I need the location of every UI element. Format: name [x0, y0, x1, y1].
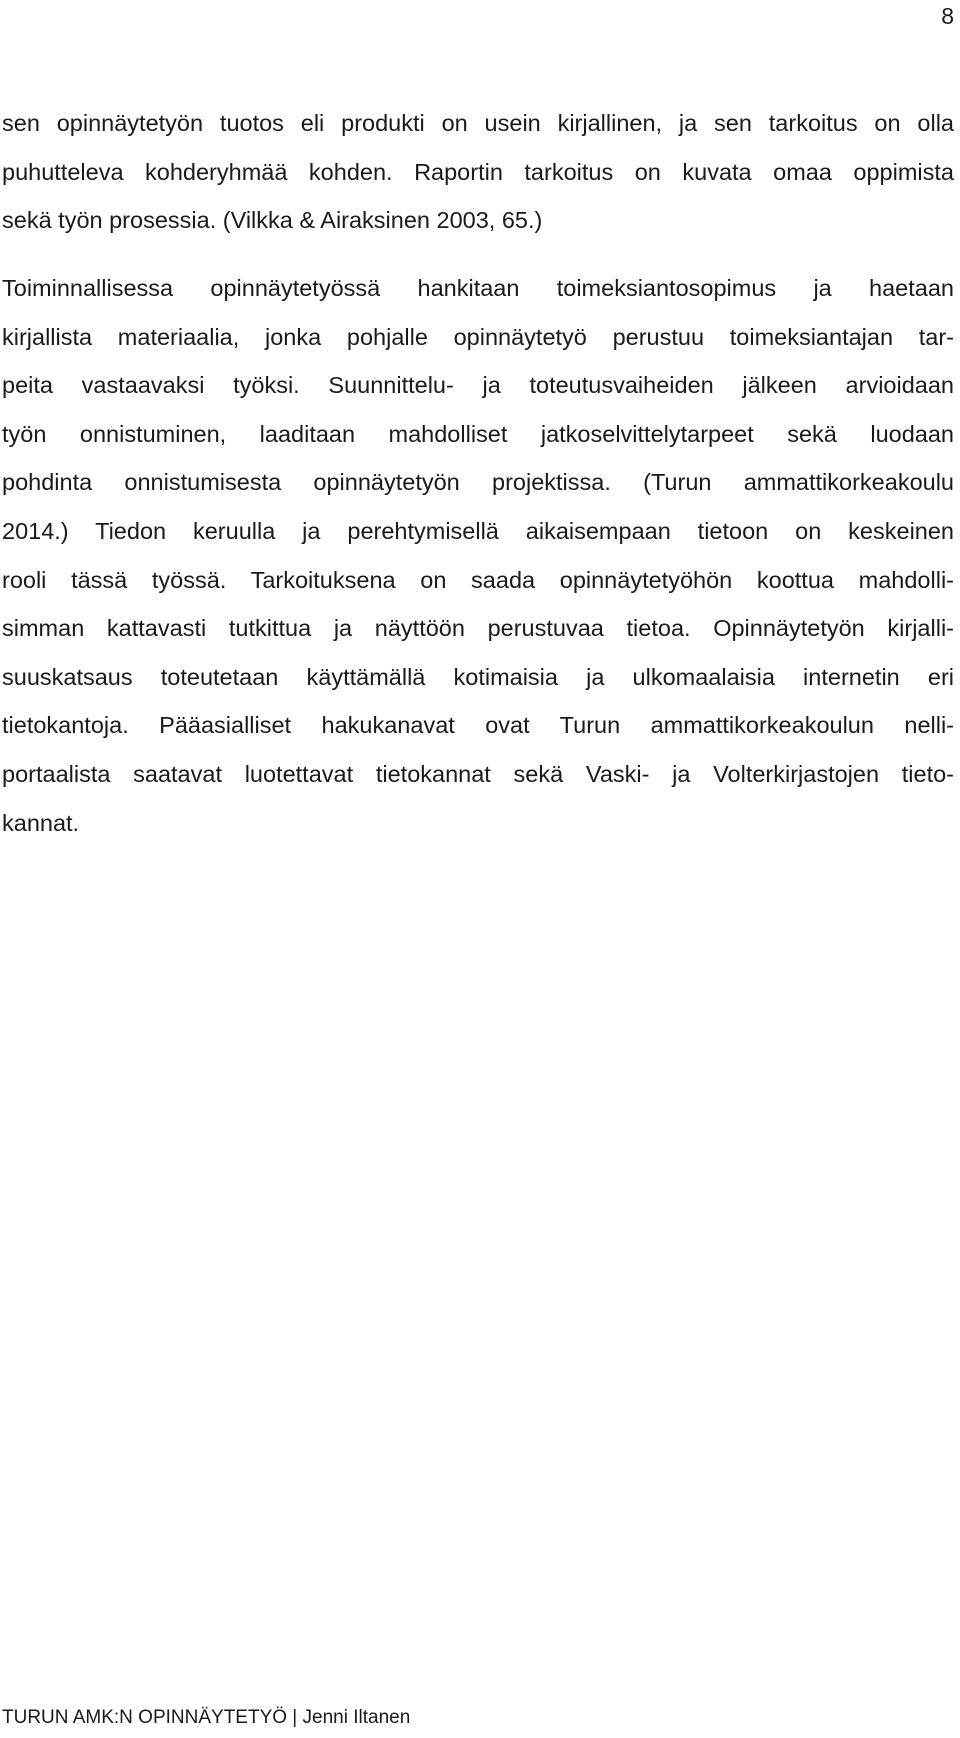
text-line: peita vastaavaksi työksi. Suunnittelu- ja toteutusvaiheiden jälkeen arvioidaan	[2, 372, 954, 399]
text-line: Toiminnallisessa opinnäytetyössä hankitaan toimeksiantosopimus ja haetaan	[2, 275, 954, 301]
text-line: kannat.	[2, 809, 80, 836]
text-line: 2014.) Tiedon keruulla ja perehtymisellä aikaisempaan tietoon on keskeinen	[2, 517, 954, 544]
page-number: 8	[941, 3, 954, 29]
text-line: puhutteleva kohderyhmää kohden. Raportin tarkoitus on kuvata omaa oppimista	[2, 158, 954, 185]
text-line: sen opinnäytetyön tuotos eli produkti on usein kirjallinen, ja sen tarkoitus on olla	[2, 110, 954, 136]
text-line: suuskatsaus toteutetaan käyttämällä kotimaisia ja ulkomaalaisia internetin eri	[2, 663, 954, 690]
paragraph-2	[2, 264, 954, 847]
text-line: kirjallista materiaalia, jonka pohjalle opinnäytetyö perustuu toimeksiantajan tar-	[2, 323, 954, 350]
text-line: rooli tässä työssä. Tarkoituksena on saada opinnäytetyöhön koottua mahdolli-	[2, 566, 954, 593]
text-line: pohdinta onnistumisesta opinnäytetyön projektissa. (Turun ammattikorkeakoulu	[2, 469, 954, 496]
page-footer: TURUN AMK:N OPINNÄYTETYÖ | Jenni Iltanen	[2, 1707, 411, 1728]
text-line: työn onnistuminen, laaditaan mahdolliset jatkoselvittelytarpeet sekä luodaan	[2, 420, 954, 447]
text-line: simman kattavasti tutkittua ja näyttöön perustuvaa tietoa. Opinnäytetyön kirjalli-	[2, 615, 954, 642]
text-line: portaalista saatavat luotettavat tietokannat sekä Vaski- ja Volterkirjastojen tieto-	[2, 760, 954, 787]
paragraph-1	[2, 99, 954, 245]
text-line: tietokantoja. Pääasialliset hakukanavat ovat Turun ammattikorkeakoulun nelli-	[2, 712, 954, 739]
text-line: sekä työn prosessia. (Vilkka & Airaksinen 2003, 65.)	[2, 207, 543, 234]
